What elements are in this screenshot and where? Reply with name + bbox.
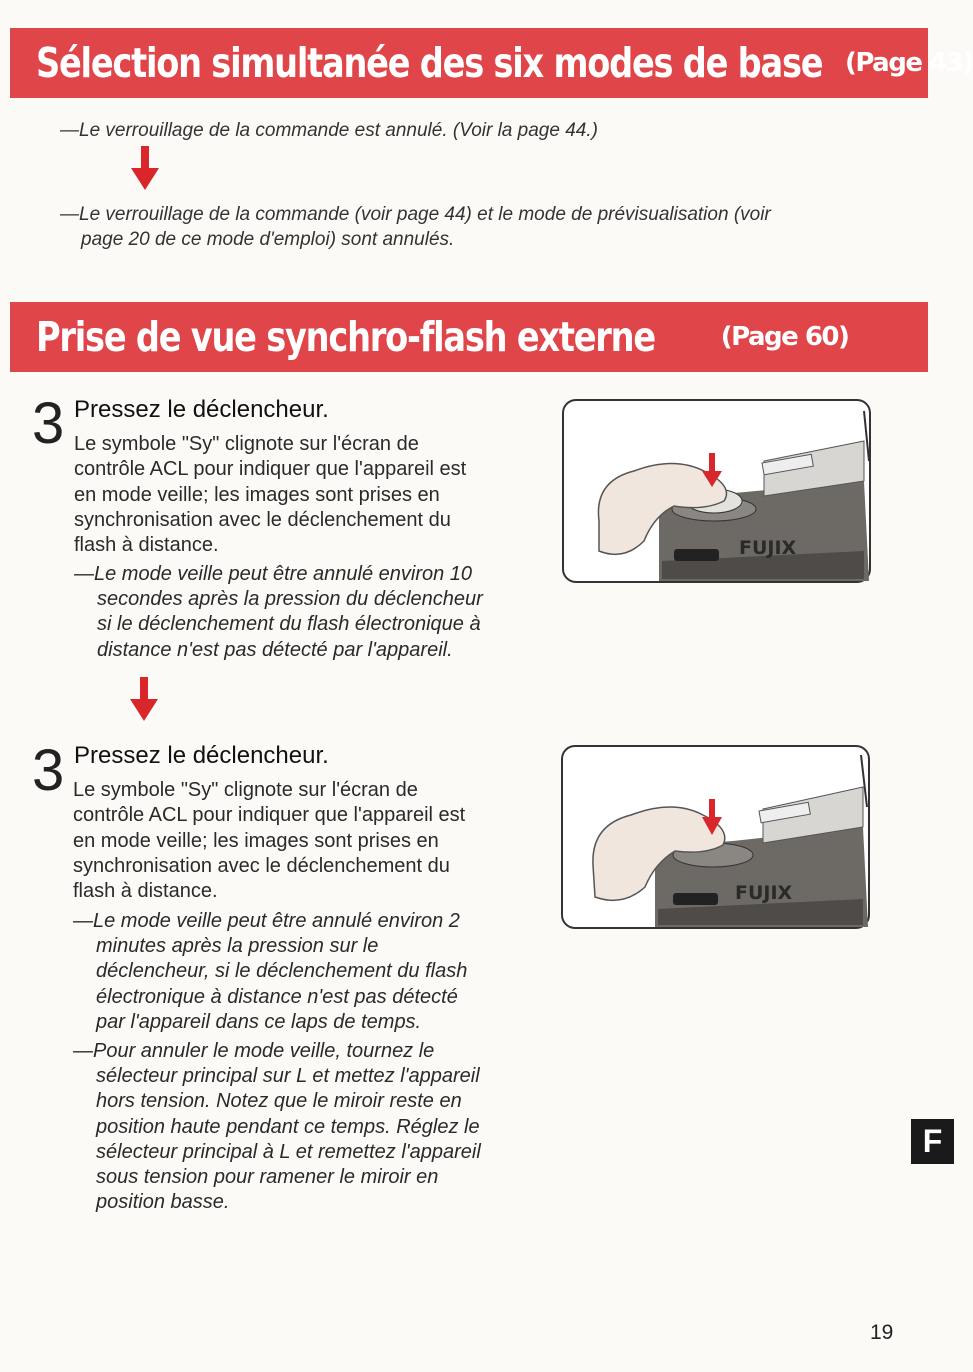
camera-shutter-press-figure [563, 747, 868, 927]
section-banner-flash [10, 302, 928, 372]
camera-illustration [561, 745, 870, 929]
note-line: si le déclenchement du flash électronique à [97, 613, 481, 636]
note-line: —Le mode veille peut être annulé environ 2 [73, 910, 460, 932]
note-text: —Le verrouillage de la commande est annulé. (Voir la page 44.) [60, 120, 598, 141]
step-body [73, 778, 465, 904]
body-line: Le symbole "Sy" clignote sur l'écran de [74, 433, 419, 455]
body-line: flash à distance. [74, 534, 219, 557]
body-line: Le symbole "Sy" clignote sur l'écran de [73, 779, 418, 801]
step-title: Pressez le déclencheur. [74, 742, 329, 769]
body-line: contrôle ACL pour indiquer que l'appareil est [73, 804, 466, 827]
note-line: sélecteur principal à L et remettez l'appareil [96, 1140, 481, 1163]
body-line: en mode veille; les images sont prises en [74, 483, 440, 506]
page-number: 19 [870, 1321, 894, 1344]
step-number: 3 [32, 738, 65, 803]
note-line: —Pour annuler le mode veille, tournez le [73, 1040, 435, 1062]
step-note [73, 909, 467, 1035]
note-line: —Le mode veille peut être annulé environ 10 [74, 563, 473, 585]
section-title: Prise de vue synchro-flash externe [36, 313, 655, 361]
step-note [74, 562, 483, 663]
body-line: flash à distance. [73, 880, 218, 903]
body-line: contrôle ACL pour indiquer que l'appareil est [74, 458, 467, 481]
note-line: sélecteur principal sur L et mettez l'appareil [96, 1065, 480, 1088]
note-line: secondes après la pression du déclencheur [97, 588, 483, 611]
camera-illustration [562, 399, 871, 583]
note-line: minutes après la pression sur le [96, 935, 379, 958]
note-line: position basse. [96, 1191, 230, 1214]
note-line: déclencheur, si le déclenchement du flash [96, 960, 468, 983]
note-line: hors tension. Notez que le miroir reste en [96, 1090, 462, 1113]
note-line: distance n'est pas détecté par l'appareil. [97, 638, 453, 661]
note-line: électronique à distance n'est pas détecté [96, 985, 458, 1008]
step-note [73, 1039, 481, 1215]
section-title: Sélection simultanée des six modes de base [36, 39, 823, 87]
step-body [74, 432, 466, 558]
body-line: synchronisation avec le déclenchement du [74, 508, 451, 531]
down-arrow-icon [130, 677, 158, 721]
note-text: —Le verrouillage de la commande (voir page 44) et le mode de prévisualisation (voir [60, 204, 771, 225]
fujix-logo: FUJIX [735, 882, 793, 904]
page-reference: (Page 43) [844, 48, 973, 78]
section-banner-modes [10, 28, 973, 98]
page-reference: (Page 60) [720, 322, 849, 352]
step-title: Pressez le déclencheur. [74, 396, 329, 423]
language-tab: F [911, 1119, 954, 1164]
step-number: 3 [32, 391, 65, 456]
body-line: synchronisation avec le déclenchement du [73, 854, 450, 877]
fujix-logo: FUJIX [739, 537, 797, 559]
note-text: page 20 de ce mode d'emploi) sont annulés. [81, 229, 455, 250]
body-line: en mode veille; les images sont prises en [73, 829, 439, 852]
note-line: par l'appareil dans ce laps de temps. [96, 1010, 422, 1033]
camera-shutter-press-figure [564, 401, 869, 581]
down-arrow-icon [131, 146, 159, 190]
note-line: position haute pendant ce temps. Réglez le [96, 1115, 480, 1138]
note-line: sous tension pour ramener le miroir en [96, 1166, 439, 1189]
